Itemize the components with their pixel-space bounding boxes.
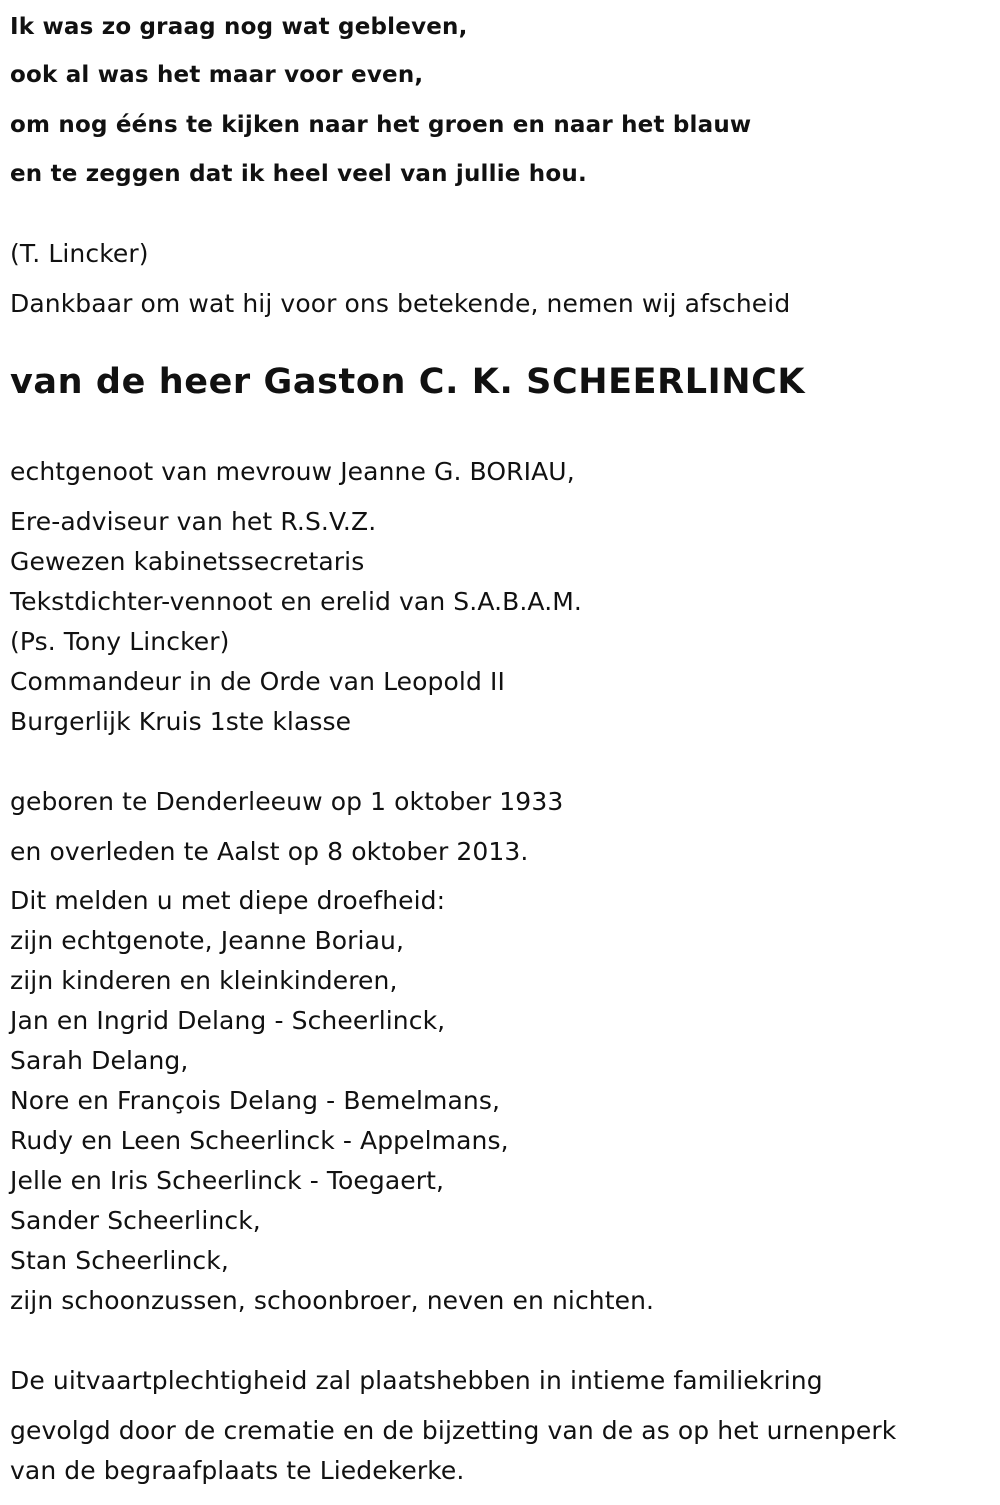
family-line-3: Jan en Ingrid Delang - Scheerlinck, — [10, 1006, 446, 1035]
death-line: en overleden te Aalst op 8 oktober 2013. — [10, 837, 529, 866]
poem-line-1: Ik was zo graag nog wat gebleven, — [10, 14, 468, 40]
title-line-1: Ere-adviseur van het R.S.V.Z. — [10, 507, 377, 536]
family-line-1: zijn echtgenote, Jeanne Boriau, — [10, 926, 405, 955]
spouse-line: echtgenoot van mevrouw Jeanne G. BORIAU, — [10, 457, 575, 486]
title-line-5: Commandeur in de Orde van Leopold II — [10, 667, 505, 696]
poem-author: (T. Lincker) — [10, 239, 149, 268]
family-line-10: zijn schoonzussen, schoonbroer, neven en nichten. — [10, 1286, 655, 1315]
poem-line-2: ook al was het maar voor even, — [10, 62, 424, 88]
family-line-4: Sarah Delang, — [10, 1046, 189, 1075]
family-line-9: Stan Scheerlinck, — [10, 1246, 229, 1275]
family-line-5: Nore en François Delang - Bemelmans, — [10, 1086, 501, 1115]
poem-line-4: en te zeggen dat ik heel veel van jullie hou. — [10, 161, 587, 187]
title-line-2: Gewezen kabinetssecretaris — [10, 547, 365, 576]
birth-line: geboren te Denderleeuw op 1 oktober 1933 — [10, 787, 564, 816]
title-line-6: Burgerlijk Kruis 1ste klasse — [10, 707, 352, 736]
title-line-3: Tekstdichter-vennoot en erelid van S.A.B.A.M. — [10, 587, 582, 616]
family-line-8: Sander Scheerlinck, — [10, 1206, 261, 1235]
funeral-line-3: van de begraafplaats te Liedekerke. — [10, 1456, 465, 1485]
family-line-2: zijn kinderen en kleinkinderen, — [10, 966, 398, 995]
funeral-line-1: De uitvaartplechtigheid zal plaatshebben in intieme familiekring — [10, 1366, 823, 1395]
family-line-7: Jelle en Iris Scheerlinck - Toegaert, — [10, 1166, 445, 1195]
announcement-lead: Dit melden u met diepe droefheid: — [10, 886, 446, 915]
poem-line-3: om nog ééns te kijken naar het groen en naar het blauw — [10, 112, 752, 138]
family-line-6: Rudy en Leen Scheerlinck - Appelmans, — [10, 1126, 509, 1155]
funeral-line-2: gevolgd door de crematie en de bijzetting van de as op het urnenperk — [10, 1416, 897, 1445]
intro-text: Dankbaar om wat hij voor ons betekende, nemen wij afscheid — [10, 289, 791, 318]
deceased-name: van de heer Gaston C. K. SCHEERLINCK — [10, 362, 806, 402]
title-line-4: (Ps. Tony Lincker) — [10, 627, 230, 656]
